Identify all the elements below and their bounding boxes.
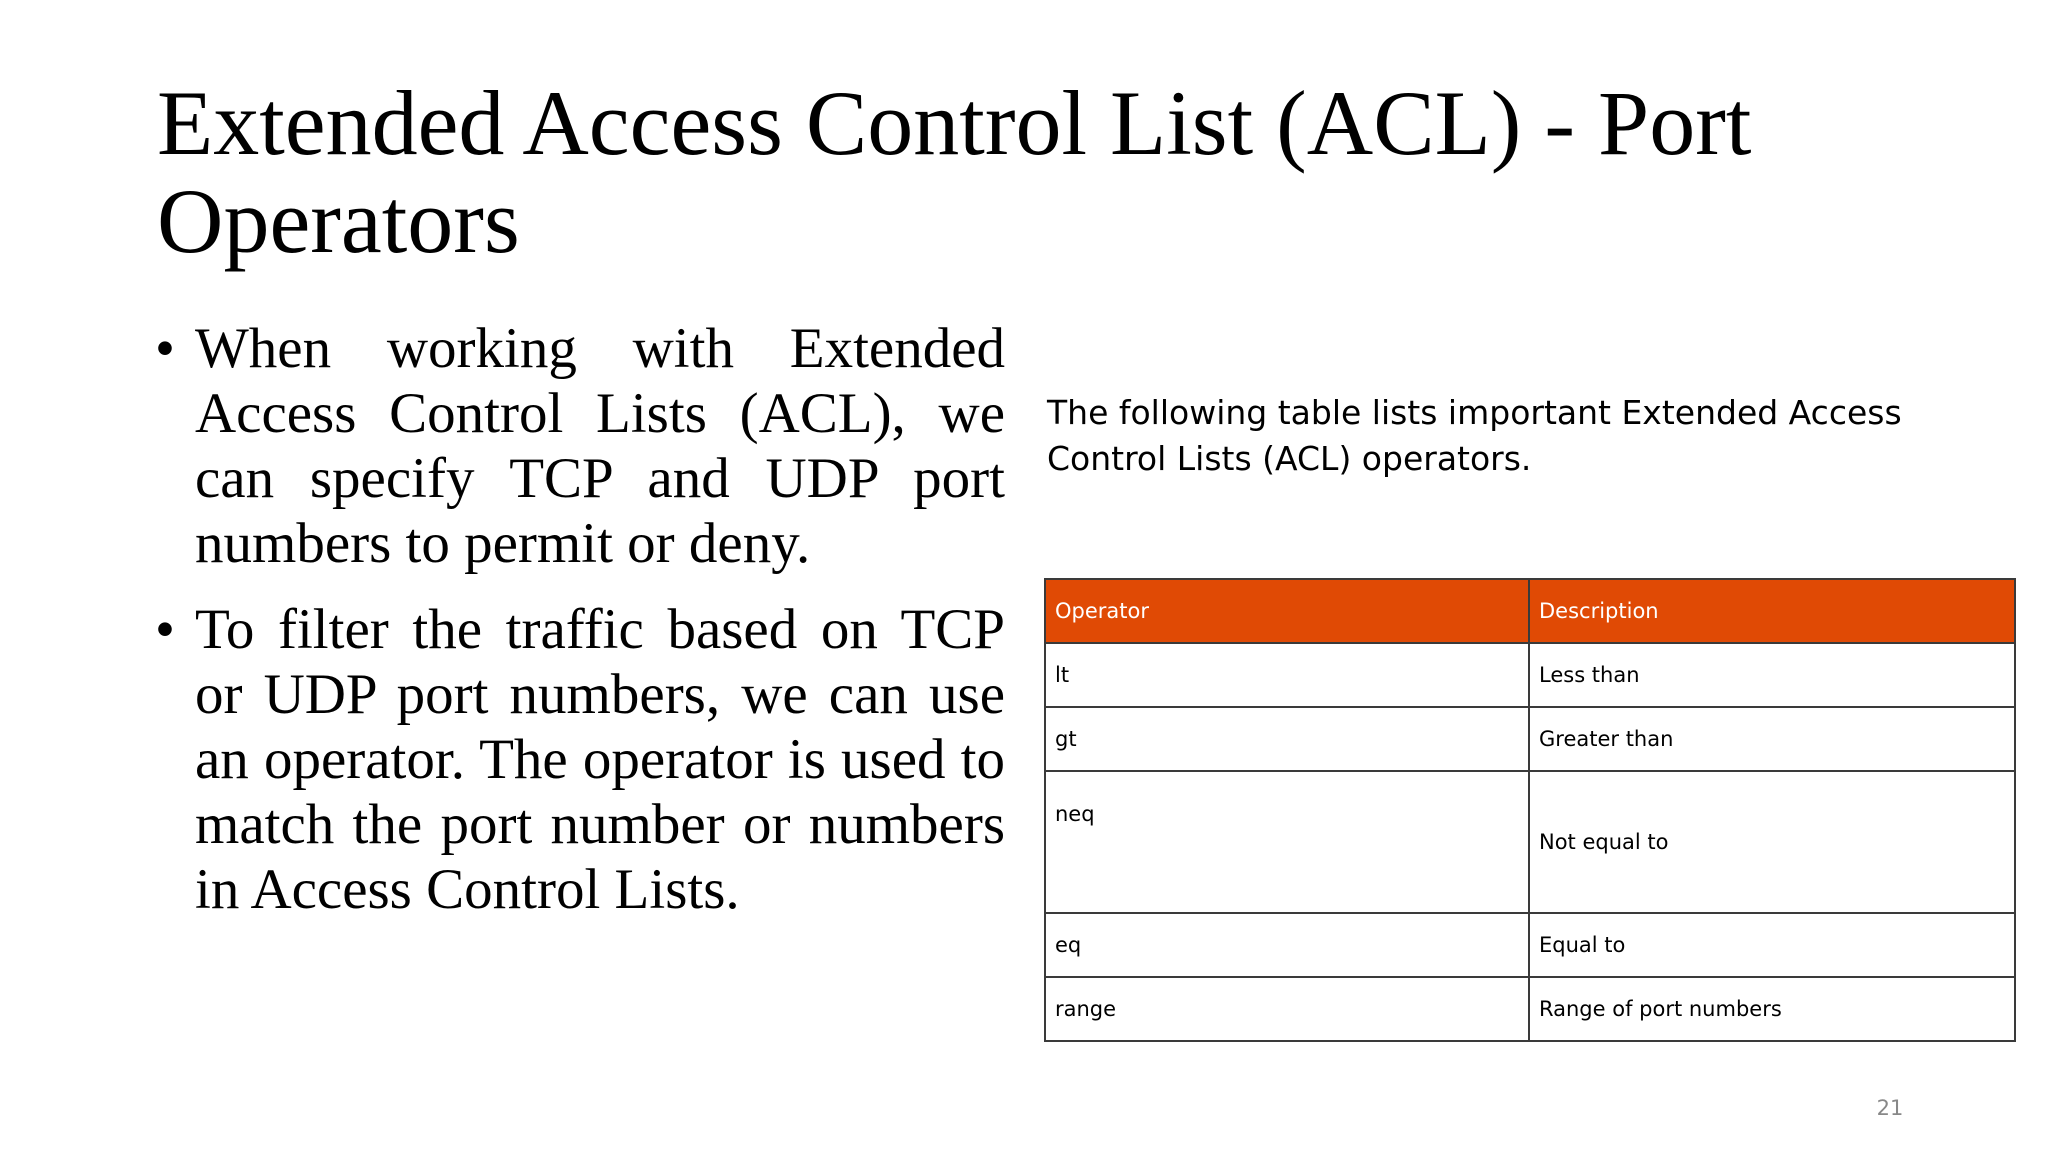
bullet-list	[155, 316, 1005, 943]
table-row	[1045, 643, 2015, 707]
table-intro-text: The following table lists important Extended Access Control Lists (ACL) operators.	[1047, 393, 1902, 478]
description-cell: Equal to	[1529, 913, 2015, 977]
description-cell: Greater than	[1529, 707, 2015, 771]
page-number: 21	[1876, 1096, 1904, 1120]
operator-cell: neq	[1045, 771, 1529, 913]
description-cell: Not equal to	[1529, 771, 2015, 913]
header-operator: Operator	[1045, 579, 1529, 643]
bullet-item	[155, 316, 1005, 576]
bullet-item	[155, 597, 1005, 922]
operator-cell: lt	[1045, 643, 1529, 707]
description-cell: Less than	[1529, 643, 2015, 707]
table-row	[1045, 977, 2015, 1041]
table-row	[1045, 771, 2015, 913]
header-description: Description	[1529, 579, 2015, 643]
description-cell: Range of port numbers	[1529, 977, 2015, 1041]
bullet-marker: •	[155, 598, 175, 661]
operators-table	[1044, 578, 2016, 1042]
slide-title	[157, 74, 1957, 270]
bullet-marker: •	[155, 317, 175, 380]
bullet-text: To filter the traffic based on TCP or UDP port numbers, we can use an operator. The operator is used to match the port number or numbers in Access Control Lists.	[195, 598, 1005, 921]
operator-cell: eq	[1045, 913, 1529, 977]
table-row	[1045, 913, 2015, 977]
table-header-row	[1045, 579, 2015, 643]
slide-title-line-2: Operators	[157, 170, 520, 272]
operator-cell: gt	[1045, 707, 1529, 771]
slide-title-line-1: Extended Access Control List (ACL) - Port	[157, 72, 1752, 174]
bullet-text: When working with Extended Access Control Lists (ACL), we can specify TCP and UDP port numbers to permit or deny.	[195, 317, 1005, 575]
operator-cell: range	[1045, 977, 1529, 1041]
table-row	[1045, 707, 2015, 771]
